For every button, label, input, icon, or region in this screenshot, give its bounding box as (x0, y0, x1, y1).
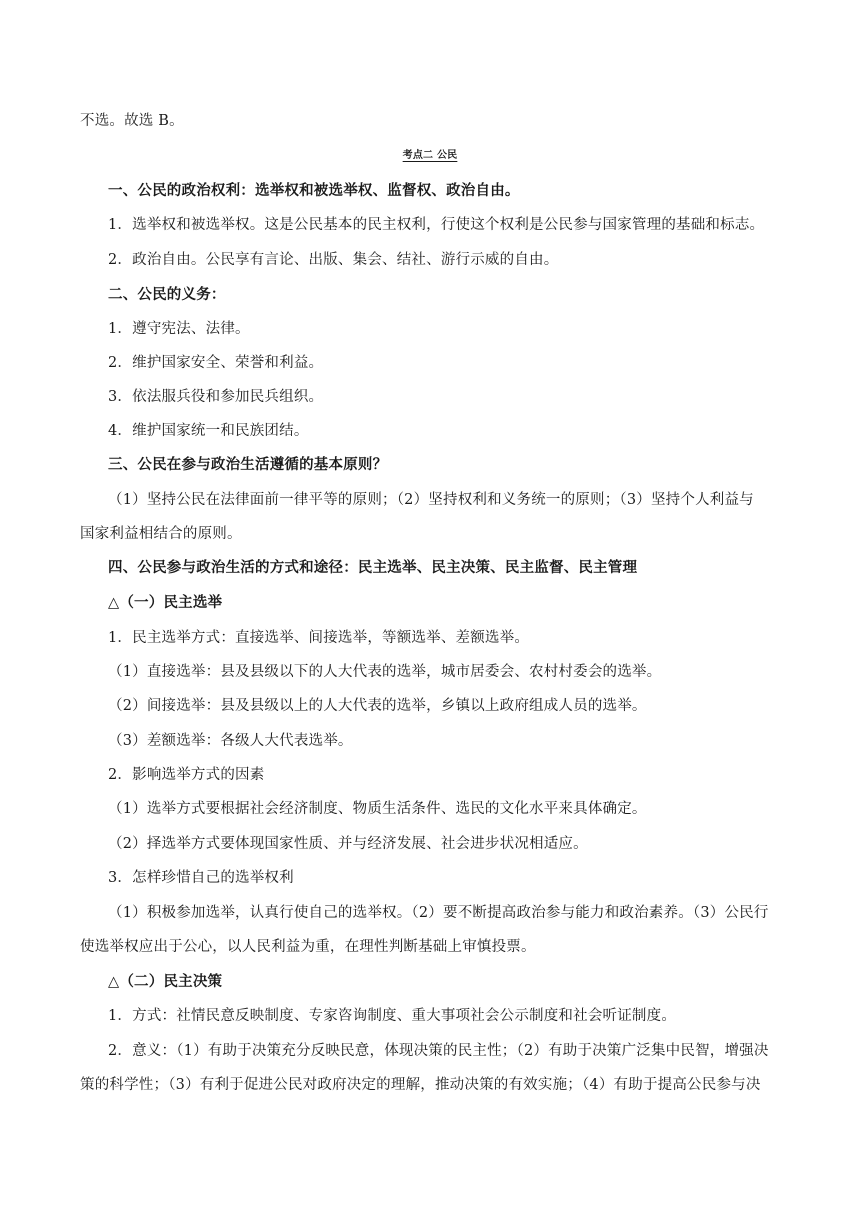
text-line: 使选举权应出于公心，以人民利益为重，在理性判断基础上审慎投票。 (80, 939, 536, 955)
text-line: （3）差额选举：各级人大代表选举。 (108, 733, 353, 749)
text-line: （2）择选举方式要体现国家性质、并与经济发展、社会进步状况相适应。 (108, 836, 588, 852)
text-line: 1．遵守宪法、法律。 (108, 321, 250, 337)
text-line: 1．民主选举方式：直接选举、间接选举，等额选举、差额选举。 (108, 630, 530, 646)
text-line: 3．依法服兵役和参加民兵组织。 (108, 389, 324, 405)
text-line: （1）积极参加选举，认真行使自己的选举权。（2）要不断提高政治参与能力和政治素养。（3）公民行 (108, 905, 769, 921)
text-line: 4．维护国家统一和民族团结。 (108, 423, 309, 439)
heading-participation: 四、公民参与政治生活的方式和途径：民主选举、民主决策、民主监督、民主管理 (108, 559, 638, 576)
text-line: 2．影响选举方式的因素 (108, 767, 265, 783)
text-line: 1．方式：社情民意反映制度、专家咨询制度、重大事项社会公示制度和社会听证制度。 (108, 1008, 677, 1024)
text-line: （1）坚持公民在法律面前一律平等的原则；（2）坚持权利和义务统一的原则；（3）坚持个人利益与 (108, 492, 754, 508)
text-line: 策的科学性；（3）有利于促进公民对政府决定的理解，推动决策的有效实施；（4）有助于提高公民参与决 (80, 1077, 761, 1093)
text-line: （2）间接选举：县及县级以上的人大代表的选举，乡镇以上政府组成人员的选举。 (108, 698, 647, 714)
text-line-continuation: 不选。故选 B。 (80, 113, 184, 129)
heading-duties: 二、公民的义务： (108, 286, 226, 303)
text-line: 2．政治自由。公民享有言论、出版、集会、结社、游行示威的自由。 (108, 252, 559, 268)
text-line: 2．意义：（1）有助于决策充分反映民意，体现决策的民主性；（2）有助于决策广泛集中民智，增强决 (108, 1043, 769, 1059)
text-line: 1．选举权和被选举权。这是公民基本的民主权利，行使这个权利是公民参与国家管理的基础和标志。 (108, 217, 765, 233)
subheading-democratic-decision: △（二）民主决策 (108, 973, 223, 990)
subheading-democratic-election: △（一）民主选举 (108, 594, 223, 611)
text-line: 2．维护国家安全、荣誉和利益。 (108, 355, 324, 371)
heading-principles: 三、公民在参与政治生活遵循的基本原则？ (108, 456, 388, 473)
text-line: （1）直接选举：县及县级以下的人大代表的选举，城市居委会、农村村委会的选举。 (108, 664, 662, 680)
section-title: 考点二 公民 (402, 150, 458, 161)
heading-political-rights: 一、公民的政治权利：选举权和被选举权、监督权、政治自由。 (108, 182, 520, 199)
text-line: （1）选举方式要根据社会经济制度、物质生活条件、选民的文化水平来具体确定。 (108, 801, 647, 817)
text-line: 3．怎样珍惜自己的选举权利 (108, 870, 294, 886)
text-line: 国家利益相结合的原则。 (80, 526, 242, 542)
